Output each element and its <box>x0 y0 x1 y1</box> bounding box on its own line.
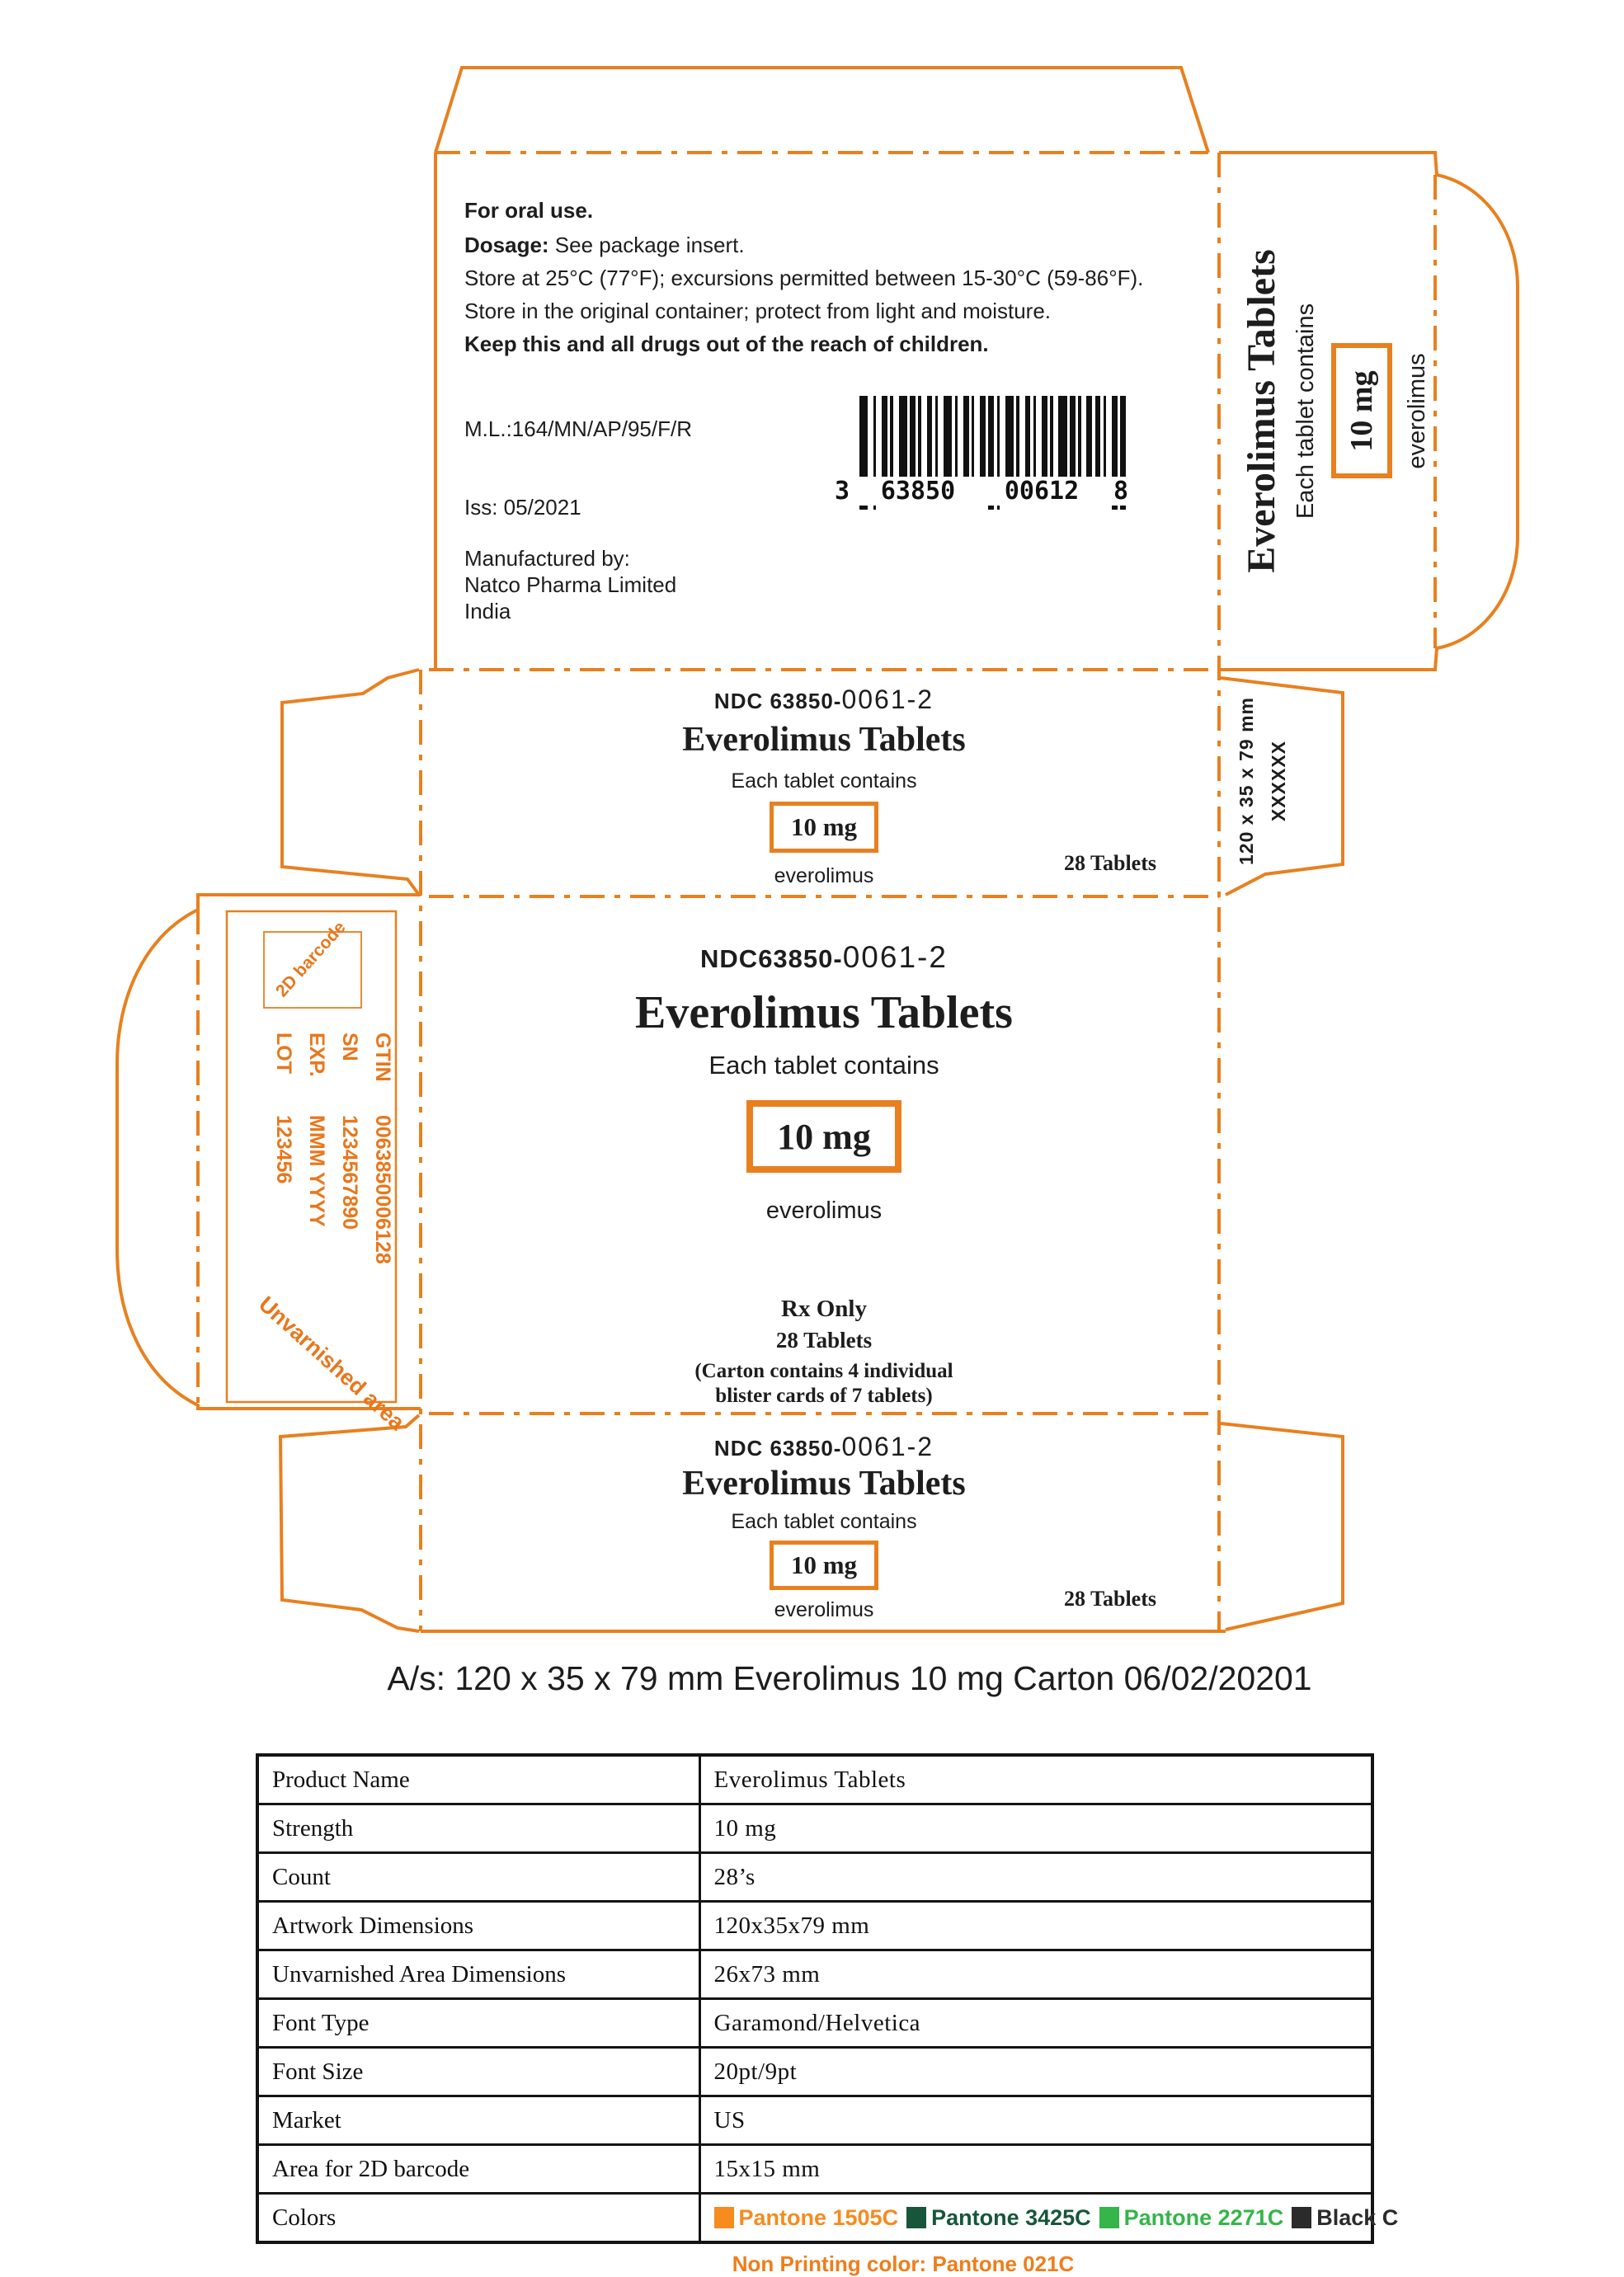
barcode-bar <box>1033 396 1036 488</box>
dosage-label: Dosage: <box>464 233 549 257</box>
table-row <box>257 2048 1372 2096</box>
top-flap-generic: everolimus <box>774 864 874 887</box>
bottom-flap-panel <box>429 1432 1219 1622</box>
color-square <box>906 2207 926 2228</box>
barcode-bar <box>1104 396 1106 488</box>
top-flap-panel <box>429 685 1219 888</box>
barcode-digit-group: 63850 <box>856 477 980 506</box>
row2-left-flap-outline <box>282 670 419 895</box>
row-value: 10 mg <box>699 1804 1372 1853</box>
barcode-bar <box>1050 396 1052 488</box>
row-value: 26x73 mm <box>699 1950 1372 1999</box>
row-label: Colors <box>257 2194 699 2243</box>
manufacturer-country: India <box>464 599 511 623</box>
row-value: Everolimus Tablets <box>699 1755 1372 1804</box>
barcode-bar <box>918 396 920 488</box>
top-flap-count: 28 Tablets <box>1064 851 1156 875</box>
barcode-bar <box>1042 396 1047 488</box>
bottom-flap-count: 28 Tablets <box>1064 1587 1156 1611</box>
artwork-dimension-text: 120 x 35 x 79 mm <box>1236 697 1257 865</box>
barcode-bar <box>1070 396 1076 488</box>
barcode-digit-group: 3 <box>835 477 856 506</box>
top-flap-strength-box <box>770 802 878 853</box>
row-label: Font Size <box>257 2048 699 2096</box>
ndc-prefix: NDC63850- <box>700 944 843 973</box>
lot-line <box>262 1033 295 1305</box>
main-panel-ndc <box>429 940 1219 975</box>
top-flap-strength: 10 mg <box>790 812 858 841</box>
barcode-bar <box>1078 396 1080 488</box>
color-square <box>714 2207 734 2228</box>
main-panel-subtitle: Each tablet contains <box>708 1051 939 1080</box>
exp-value: MMM YYYY <box>305 1115 328 1227</box>
non-printing-color-note: Non Printing color: Pantone 021C <box>732 2251 1075 2276</box>
barcode-bar <box>1058 396 1066 488</box>
glue-flap-outline <box>435 68 1208 153</box>
table-row <box>257 1804 1372 1853</box>
sn-line <box>328 1033 361 1305</box>
barcode-bar <box>1025 396 1031 488</box>
bottom-flap-title: Everolimus Tablets <box>682 1465 966 1503</box>
barcode-bar <box>899 396 907 488</box>
side-panel-generic: everolimus <box>1404 353 1430 469</box>
row-label: Market <box>257 2096 699 2145</box>
bottom-flap-strength: 10 mg <box>790 1550 858 1579</box>
manufacturing-license: M.L.:164/MN/AP/95/F/R <box>464 416 692 441</box>
row-label: Count <box>257 1853 699 1902</box>
side-panel-strength-box <box>1331 344 1392 479</box>
bottom-flap-strength-box <box>770 1541 878 1590</box>
placeholder-x-text: XXXXXX <box>1268 740 1289 822</box>
row4-left-flap-outline <box>280 1415 419 1631</box>
ndc-suffix: 0061-2 <box>842 940 948 974</box>
pantone-swatch <box>906 2205 1091 2231</box>
color-name: Pantone 2271C <box>1123 2204 1284 2230</box>
main-panel-carton-note-2: blister cards of 7 tablets) <box>715 1385 933 1407</box>
back-panel-oral-use: For oral use. <box>464 198 594 223</box>
row-label: Font Type <box>257 1999 699 2048</box>
barcode-bar <box>1016 396 1019 488</box>
main-panel-title: Everolimus Tablets <box>635 987 1013 1038</box>
dimension-flap <box>1231 686 1354 876</box>
row-value: US <box>699 2096 1372 2145</box>
exp-label: EXP. <box>305 1033 328 1077</box>
sn-label: SN <box>338 1033 361 1061</box>
main-panel-strength-box <box>746 1100 901 1173</box>
barcode-bar <box>955 396 958 488</box>
barcode-bar <box>1086 396 1092 488</box>
back-panel-storage-1: Store at 25°C (77°F); excursions permitted between 15-30°C (59-86°F). <box>464 266 1144 290</box>
barcode-bar <box>910 396 916 488</box>
manufacturer-label: Manufactured by: <box>464 546 630 571</box>
pantone-swatch <box>1099 2205 1284 2231</box>
side-panel-subtitle: Each tablet contains <box>1292 303 1319 520</box>
table-row <box>257 1950 1372 1999</box>
barcode-bar <box>1095 396 1101 488</box>
barcode-bar <box>980 396 986 488</box>
table-row-colors <box>257 2194 1372 2243</box>
row-value: 120x35x79 mm <box>699 1902 1372 1950</box>
row-label: Area for 2D barcode <box>257 2145 699 2194</box>
serialization-block <box>262 1033 394 1305</box>
barcode-bar <box>935 396 938 488</box>
gtin-label: GTIN <box>371 1033 394 1082</box>
ndc-suffix: 0061-2 <box>841 1432 934 1461</box>
pantone-swatch-list <box>714 2204 1399 2231</box>
table-row <box>257 2145 1372 2194</box>
main-panel-strength: 10 mg <box>777 1116 871 1157</box>
table-row <box>257 1853 1372 1902</box>
ndc-suffix: 0061-2 <box>841 685 934 714</box>
artwork-caption: A/s: 120 x 35 x 79 mm Everolimus 10 mg Carton 06/02/20201 <box>387 1659 1312 1697</box>
row-value: 15x15 mm <box>699 2145 1372 2194</box>
ndc-prefix: NDC 63850- <box>713 1436 842 1461</box>
barcode-bar <box>972 396 974 488</box>
pantone-swatch <box>714 2205 899 2231</box>
side-panel-title: Everolimus Tablets <box>1240 249 1283 573</box>
color-name: Pantone 1505C <box>738 2204 899 2230</box>
color-square <box>1292 2207 1311 2228</box>
top-flap-subtitle: Each tablet contains <box>731 769 917 793</box>
lot-label: LOT <box>272 1033 295 1074</box>
back-panel-dosage <box>464 233 745 257</box>
bottom-flap-subtitle: Each tablet contains <box>731 1510 917 1533</box>
manufacturer-name: Natco Pharma Limited <box>464 572 677 597</box>
row-label: Product Name <box>257 1755 699 1804</box>
barcode-bar <box>963 396 969 488</box>
sn-value: 1234567890 <box>338 1115 361 1230</box>
barcode-bar <box>882 396 887 488</box>
barcode-digit-group: 00612 <box>980 477 1104 506</box>
row-label: Strength <box>257 1804 699 1853</box>
row-value: 20pt/9pt <box>699 2048 1372 2096</box>
side-panel-strength: 10 mg <box>1344 370 1379 452</box>
ndc-prefix: NDC 63850- <box>713 689 842 713</box>
barcode-bar <box>890 396 892 488</box>
main-panel <box>429 940 1219 1408</box>
issue-date: Iss: 05/2021 <box>464 495 581 520</box>
color-name: Pantone 3425C <box>931 2204 1091 2230</box>
row-value: 28’s <box>699 1853 1372 1902</box>
table-row <box>257 1999 1372 2048</box>
main-panel-count: 28 Tablets <box>775 1328 873 1353</box>
bottom-flap-ndc <box>429 1432 1219 1462</box>
unvarnished-area-label: Unvarnished area <box>253 1291 410 1435</box>
top-flap-ndc <box>429 685 1219 715</box>
row4-right-flap-outline <box>1221 1423 1343 1630</box>
spec-table <box>256 1753 1399 2244</box>
top-flap-title: Everolimus Tablets <box>682 721 966 759</box>
row-label: Artwork Dimensions <box>257 1902 699 1950</box>
barcode-bar <box>1005 396 1014 488</box>
dosage-text: See package insert. <box>548 233 745 257</box>
row-label: Unvarnished Area Dimensions <box>257 1950 699 1999</box>
back-panel-storage-2: Store in the original container; protect from light and moisture. <box>464 299 1052 323</box>
2d-barcode-label: 2D barcode <box>272 918 350 1001</box>
back-panel-keep-away: Keep this and all drugs out of the reach of children. <box>464 332 989 356</box>
barcode-bar <box>944 396 952 488</box>
row-value: Garamond/Helvetica <box>699 1999 1372 2048</box>
main-panel-rx-only: Rx Only <box>781 1296 867 1322</box>
barcode-digit-group: 8 <box>1104 477 1128 506</box>
barcode-bar <box>927 396 933 488</box>
exp-line <box>295 1033 328 1305</box>
lot-value: 123456 <box>272 1115 295 1184</box>
gtin-line <box>361 1033 394 1305</box>
table-row <box>257 2096 1372 2145</box>
table-row <box>257 1755 1372 1804</box>
bottom-flap-generic: everolimus <box>774 1598 874 1621</box>
gtin-value: 0063850006128 <box>371 1115 394 1264</box>
color-square <box>1099 2207 1119 2228</box>
barcode-digits <box>835 477 1148 506</box>
main-panel-generic: everolimus <box>765 1197 883 1224</box>
pantone-swatch <box>1292 2205 1398 2231</box>
table-row <box>257 1902 1372 1950</box>
side-panel <box>1227 153 1433 670</box>
color-name: Black C <box>1316 2204 1399 2230</box>
main-panel-carton-note-1: (Carton contains 4 individual <box>694 1360 953 1382</box>
